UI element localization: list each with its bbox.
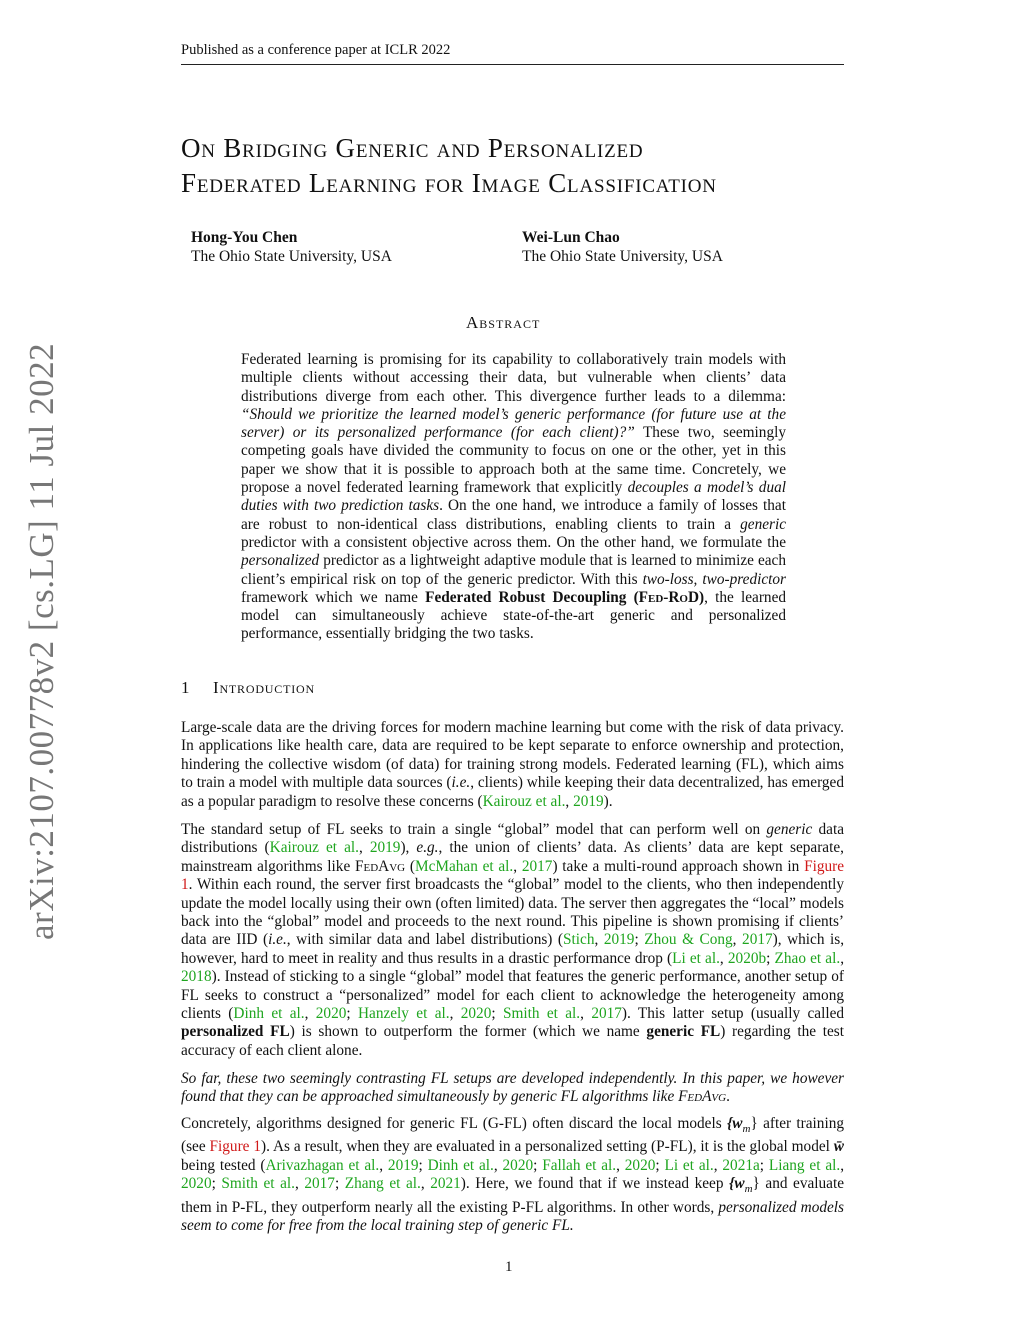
paragraph-2: The standard setup of FL seeks to train a single “global” model that can perform well on generic data distributions (Kairouz et al., 2019), e.g., the union of clients’ data. As clients’ data are kept separate, mainstream algorithms like FedAvg (McMahan et al., 2017) take a multi-round approach shown in Figure 1. Within each round, the server first broadcasts the “global” model to the clients, who then independently update the model locally using their own (often limited) data. The server then aggregates the “local” models back into the “global” model and proceeds to the next round. This pipeline is shown promising if clients’ data are IID (i.e., with similar data and label distributions) (Stich, 2019; Zhou & Cong, 2017), which is, however, hard to meet in reality and thus results in a drastic performance drop (Li et al., 2020b; Zhao et al., 2018). Instead of sticking to a single “global” model that features the generic performance, another setup of FL seeks to construct a “personalized” model for each client to acknowledge the heterogeneity among clients (Dinh et al., 2020; Hanzely et al., 2020; Smith et al., 2017). This latter setup (usually called personalized FL) is shown to outperform the former (which we name generic FL) regarding the test accuracy of each client alone.	[181, 821, 845, 1059]
author-block-2	[522, 228, 723, 266]
citation-link[interactable]: 2019	[387, 1156, 419, 1174]
paper-title	[181, 131, 881, 201]
figure-link[interactable]: Figure 1	[181, 857, 845, 894]
author-block-1	[191, 228, 392, 266]
citation-link[interactable]: 2019	[573, 792, 604, 810]
citation-link[interactable]: 2018	[181, 968, 212, 986]
citation-link[interactable]: Dinh et al.	[233, 1005, 305, 1023]
citation-link[interactable]: Kairouz et al.	[269, 839, 359, 857]
math-global-model: w̄	[833, 1138, 844, 1156]
citation-link[interactable]: Liang et al.	[768, 1156, 841, 1174]
citation-link[interactable]: Hanzely et al.	[357, 1005, 450, 1023]
author-affiliation: The Ohio State University, USA	[191, 248, 392, 265]
citation-link[interactable]: Zhang et al.	[344, 1175, 421, 1193]
author-name: Hong-You Chen	[191, 229, 298, 246]
paragraph-1: Large-scale data are the driving forces for modern machine learning but come with the risk of data privacy. In applications like health care, data are required to be kept separate to enforce ownership and protection, hindering the collective wisdom (of data) for training strong models. Federated learning (FL), which aims to train a model with multiple data sources (i.e., clients) while keeping their data decentralized, has emerged as a popular paradigm to resolve these concerns (Kairouz et al., 2019).	[181, 719, 844, 810]
citation-link[interactable]: Stich	[563, 931, 595, 949]
citation-link[interactable]: 2019	[369, 839, 401, 857]
citation-link[interactable]: 2020b	[727, 949, 767, 967]
abstract-heading: Abstract	[466, 313, 541, 332]
citation-link[interactable]: 2021a	[722, 1156, 760, 1174]
citation-link[interactable]: 2020	[624, 1156, 656, 1174]
citation-link[interactable]: 2020	[315, 1005, 347, 1023]
citation-link[interactable]: Li et al.	[664, 1156, 714, 1174]
citation-link[interactable]: Arivazhagan et al.	[265, 1156, 380, 1174]
citation-link[interactable]: Kairouz et al.	[482, 792, 566, 810]
math-local-models: $\{w_m\}$	[726, 1115, 758, 1136]
paragraph-3: So far, these two seemingly contrasting FL setups are developed independently. In this paper, we however found that they can be approached simultaneously by generic FL algorithms like FedAvg.	[181, 1070, 844, 1106]
header-rule	[181, 64, 844, 65]
page-number: 1	[505, 1259, 513, 1275]
abstract-text: Federated learning is promising for its capability to collaboratively train models with multiple clients without accessing their data, but vulnerable when clients’ data distributions diverge from each other. This divergence further leads to a dilemma: “Should we prioritize the learned model’s generic performance (for future use at the server) or its personalized performance (for each client)?” These two, seemingly competing goals have divided the community to focus on one or the other, yet in this paper we show that it is possible to approach both at the same time. Concretely, we propose a novel federated learning framework that explicitly decouples a model’s dual duties with two prediction tasks. On the one hand, we introduce a family of losses that are robust to non-identical class distributions, enabling clients to train a generic predictor with a consistent objective across them. On the other hand, we formulate the personalized predictor as a lightweight adaptive module that is learned to minimize each client’s empirical risk on top of the generic predictor. With this two-loss, two-predictor framework which we name Federated Robust Decoupling (Fed-RoD), the learned model can simultaneously achieve state-of-the-art generic and personalized performance, essentially bridging the two tasks.	[241, 351, 787, 643]
citation-link[interactable]: 2019	[603, 931, 635, 949]
author-name: Wei-Lun Chao	[522, 229, 620, 246]
citation-link[interactable]: 2020	[460, 1005, 492, 1023]
citation-link[interactable]: 2020	[502, 1156, 534, 1174]
citation-link[interactable]: Zhao et al.	[774, 949, 841, 967]
math-local-models: $\{w_m\}$	[729, 1175, 760, 1196]
author-affiliation: The Ohio State University, USA	[522, 248, 723, 265]
title-line-1: On Bridging Generic and Personalized	[181, 133, 644, 163]
section-heading-introduction: 1 Introduction	[181, 678, 315, 697]
citation-link[interactable]: 2017	[591, 1005, 622, 1023]
citation-link[interactable]: Smith et al.	[221, 1175, 295, 1193]
citation-link[interactable]: Li et al.	[672, 949, 720, 967]
citation-link[interactable]: 2021	[430, 1175, 461, 1193]
arxiv-stamp: arXiv:2107.00778v2 [cs.LG] 11 Jul 2022	[22, 342, 61, 940]
citation-link[interactable]: Zhou & Cong	[644, 931, 733, 949]
citation-link[interactable]: McMahan et al.	[414, 857, 514, 875]
title-line-2: Federated Learning for Image Classification	[181, 168, 717, 198]
citation-link[interactable]: 2017	[521, 857, 553, 875]
citation-link[interactable]: 2020	[181, 1175, 212, 1193]
citation-link[interactable]: Dinh et al.	[427, 1156, 494, 1174]
citation-link[interactable]: Fallah et al.	[542, 1156, 617, 1174]
paragraph-4: Concretely, algorithms designed for generic FL (G-FL) often discard the local models $\{w_m\}$ after training (see Figure 1). As a result, when they are evaluated in a personalized setting (P-FL), it is the global model w̄ being tested (Arivazhagan et al., 2019; Dinh et al., 2020; Fallah et al., 2020; Li et al., 2021a; Liang et al., 2020; Smith et al., 2017; Zhang et al., 2021). Here, we found that if we instead keep $\{w_m\}$ and evaluate them in P-FL, they outperform nearly all the existing P-FL algorithms. In other words, personalized models seem to come for free from the local training step of generic FL.	[181, 1115, 845, 1235]
running-header: Published as a conference paper at ICLR 2022	[181, 42, 451, 58]
citation-link[interactable]: Smith et al.	[502, 1005, 581, 1023]
citation-link[interactable]: 2017	[742, 931, 773, 949]
citation-link[interactable]: 2017	[304, 1175, 335, 1193]
figure-link[interactable]: Figure 1	[209, 1138, 262, 1156]
